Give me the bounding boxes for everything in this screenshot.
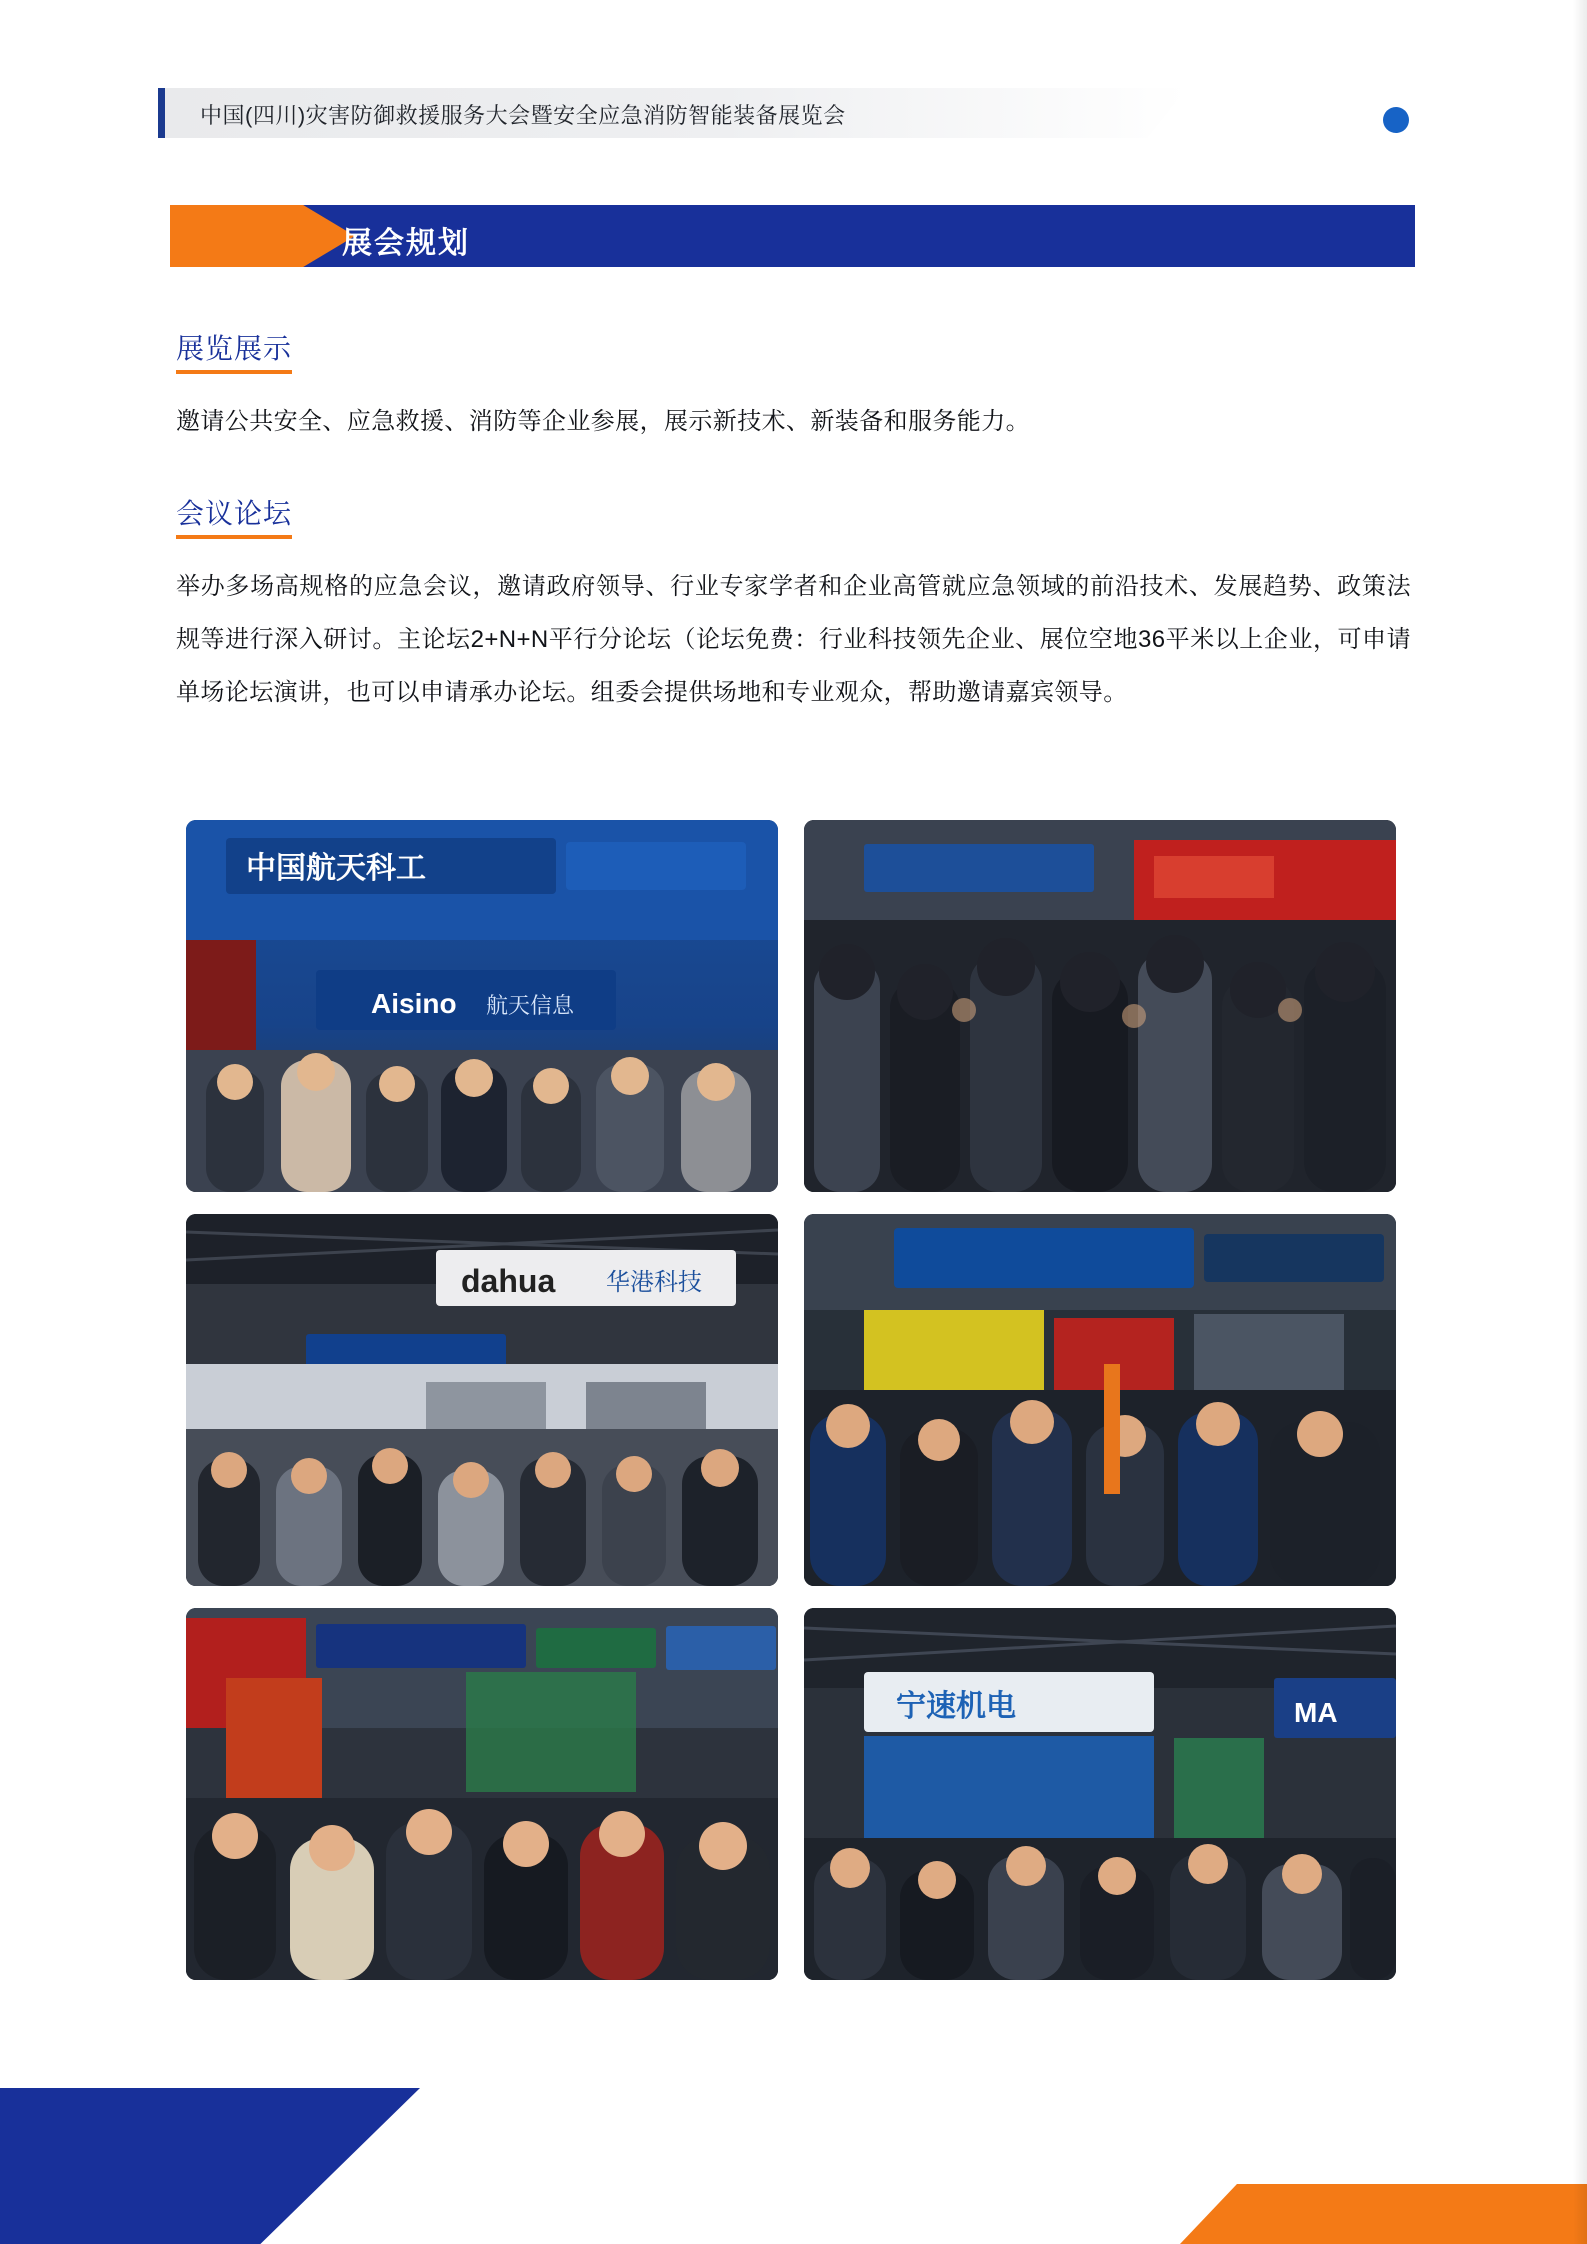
- page-edge-shadow: [1573, 0, 1587, 2244]
- svg-text:中国航天科工: 中国航天科工: [246, 852, 426, 885]
- photo-ningsu-booth: [804, 1608, 1396, 1980]
- header-accent-bar: [158, 88, 165, 138]
- photo-dahua-booth: [186, 1214, 778, 1586]
- photo-crowd-firetruck: [804, 820, 1396, 1192]
- paragraph-exhibition: 邀请公共安全、应急救援、消防等企业参展，展示新技术、新装备和服务能力。: [176, 408, 1030, 435]
- paragraph-forum: 举办多场高规格的应急会议，邀请政府领导、行业专家学者和企业高管就应急领域的前沿技术、发展趋势、政策法规等进行深入研讨。主论坛2+N+N平行分论坛（论坛免费：行业科技领先企业、展位空地36平米以上企业，可申请单场论坛演讲，也可以申请承办论坛。组委会提供场地和专业观众，帮助邀请嘉宾领导。: [176, 573, 1411, 706]
- photo-rescue-equipment-zone: [804, 1214, 1396, 1586]
- page-header: [0, 88, 1190, 138]
- svg-text:航天信息: 航天信息: [486, 993, 575, 1018]
- svg-text:dahua: dahua: [461, 1263, 556, 1299]
- photo-row: [186, 820, 1396, 1192]
- section-title-band: [170, 205, 1415, 267]
- subheading-exhibition: 展览展示: [176, 327, 292, 374]
- photo-gallery: [186, 820, 1396, 2002]
- svg-text:MA: MA: [1294, 1697, 1338, 1728]
- svg-text:Aisino: Aisino: [371, 988, 457, 1019]
- photo-row: [186, 1608, 1396, 1980]
- section-title-text: 展会规划: [342, 227, 470, 260]
- svg-text:宁速机电: 宁速机电: [896, 1690, 1016, 1723]
- subheading-forum: 会议论坛: [176, 492, 292, 539]
- photo-row: [186, 1214, 1396, 1586]
- header-dot-icon: [1383, 107, 1409, 133]
- header-title: 中国(四川)灾害防御救援服务大会暨安全应急消防智能装备展览会: [200, 103, 846, 128]
- footer-orange-shape: [1180, 2184, 1587, 2244]
- svg-text:华港科技: 华港科技: [606, 1269, 702, 1296]
- footer-blue-shape: [0, 2088, 420, 2244]
- photo-sichuan-hall-crowd: [186, 1608, 778, 1980]
- photo-aerospace-booth: [186, 820, 778, 1192]
